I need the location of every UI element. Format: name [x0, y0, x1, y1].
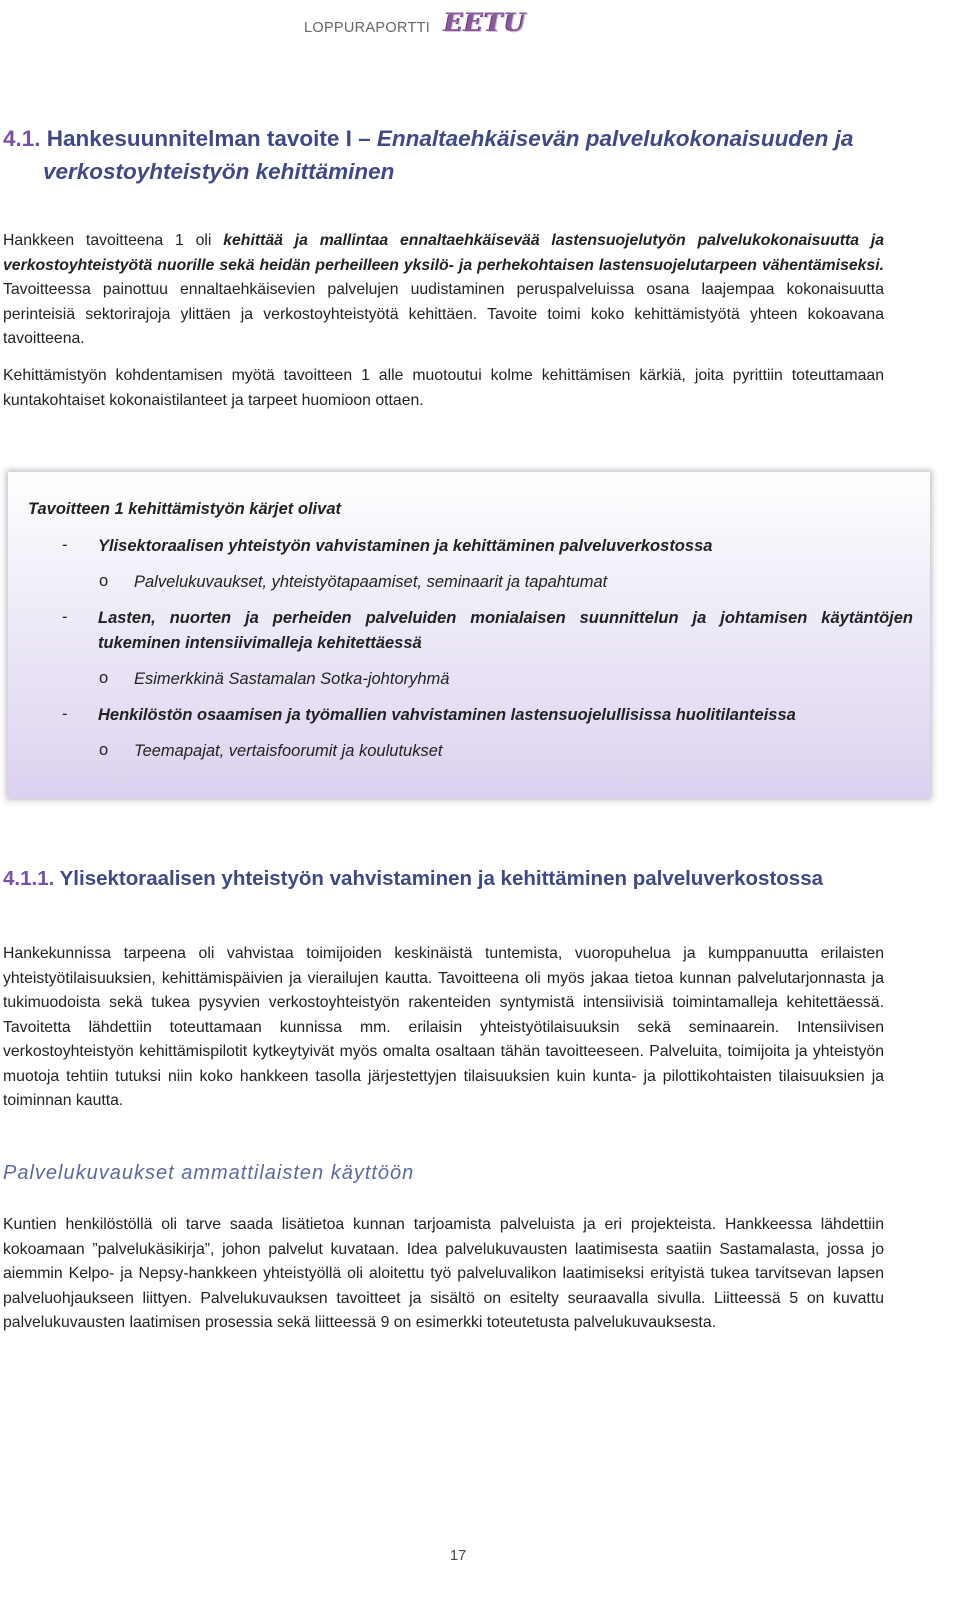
goal-sub-3: Teemapajat, vertaisfoorumit ja koulutukset [134, 742, 443, 760]
section-title-italic-1: Ennaltaehkäisevän palvelukokonaisuuden ja [376, 126, 854, 151]
paragraph-2: Kehittämistyön kohdentamisen myötä tavoitteen 1 alle muotoutui kolme kehittämisen kärkiä, joita pyrittiin toteuttamaan kuntakohtaiset kokonaistilanteet ja tarpeet huomioon ottaen. [3, 367, 884, 409]
section-title-italic-2: verkostoyhteistyön kehittäminen [43, 159, 395, 184]
circle-bullet: o [99, 741, 109, 759]
goal-item-3: Henkilöstön osaamisen ja työmallien vahvistaminen lastensuojelullisissa huolitilanteissa [98, 706, 796, 724]
goal-item-1: Ylisektoraalisen yhteistyön vahvistaminen ja kehittäminen palveluverkostossa [98, 537, 713, 555]
goal-sub-2: Esimerkkinä Sastamalan Sotka-johtoryhmä [134, 670, 450, 688]
page-number: 17 [450, 1548, 467, 1564]
para1-intro: Hankkeen tavoitteena 1 oli [3, 232, 212, 249]
section-title-plain: Hankesuunnitelman tavoite I – [46, 126, 371, 151]
goals-box [8, 472, 930, 798]
subheading-palvelukuvaukset: Palvelukuvaukset ammattilaisten käyttöön [3, 1162, 415, 1184]
section-number: 4.1. [3, 126, 41, 151]
subsection-number: 4.1.1. [3, 867, 55, 890]
circle-bullet: o [99, 669, 109, 687]
report-label: LOPPURAPORTTI [304, 19, 431, 36]
para1-rest: Tavoitteessa painottuu ennaltaehkäisevien palvelujen uudistaminen peruspalveluissa osana laajempaa kokonaisuutta perinteisiä sektorirajoja ylittäen ja verkostoyhteistyötä kehittäen. Tavoite toimi koko kehittämistyötä yhteen kokoavana tavoitteena. [3, 281, 884, 347]
dash-bullet: - [62, 608, 68, 626]
para1-emphasis: kehittää ja mallintaa ennaltaehkäisevää lastensuojelutyön palvelukokonaisuutta ja verkostoyhteistyötä nuorille sekä heidän perheilleen yksilö- ja perhekohtaisen lastensuojelutarpeen vähentämiseksi. [3, 232, 885, 274]
paragraph-1 [3, 229, 884, 352]
goal-item-2: Lasten, nuorten ja perheiden palveluiden monialaisen suunnittelun ja johtamisen käytäntöjen tukeminen intensiivimalleja kehitettäessä [98, 609, 913, 652]
section-heading [3, 122, 883, 188]
paragraph-4: Kuntien henkilöstöllä oli tarve saada lisätietoa kunnan tarjoamista palveluista ja eri projekteista. Hankkeessa lähdettiin kokoamaan ”palvelukäsikirja”, johon palvelut kuvataan. Idea palvelukuvausten laatimisesta saatiin Sastamalasta, jossa jo aiemmin Kelpo- ja Nepsy-hankkeen yhteistyöllä oli aloitettu työ palveluvalikon laatimiseksi erityistä tukea tarvitsevan lapsen palveluohjaukseen liittyen. Palvelukuvauksen tavoitteet ja sisältö on esitelty seuraavalla sivulla. Liitteessä 5 on kuvattu palvelukuvausten laatimisen prosessia sekä liitteessä 9 on esimerkki toteutetusta palvelukuvauksesta. [3, 1216, 884, 1331]
dash-bullet: - [62, 536, 68, 554]
goal-sub-1: Palvelukuvaukset, yhteistyötapaamiset, seminaarit ja tapahtumat [134, 573, 608, 591]
subsection-heading [3, 867, 823, 891]
subsection-title: Ylisektoraalisen yhteistyön vahvistaminen ja kehittäminen palveluverkostossa [59, 867, 823, 890]
circle-bullet: o [99, 572, 109, 590]
eetu-logo: EETU [444, 8, 527, 37]
dash-bullet: - [62, 705, 68, 723]
paragraph-3: Hankekunnissa tarpeena oli vahvistaa toimijoiden keskinäistä tuntemista, vuoropuhelua ja kumppanuutta erilaisten yhteistyötilaisuuksien, kehittämispäivien ja vierailujen kautta. Tavoitteena oli myös jakaa tietoa kunnan palvelutarjonnasta ja tukimuodoista sekä tukea pysyvien verkostoyhteistyön rakenteiden syntymistä intensiivisiä toimintamalleja kehitettäessä. Tavoitetta lähdettiin toteuttamaan kunnissa mm. erilaisin yhteistyötilaisuuksin sekä seminaarein. Intensiivisen verkostoyhteistyön kehittämispilotit kytkeytyivät myös omalta osaltaan tähän tavoitteeseen. Palveluita, toimijoita ja yhteistyön muotoja tehtiin tutuksi niin koko hankkeen tasolla järjestettyjen tilaisuuksien kuin kunta- ja pilottikohtaisten tilaisuuksien ja toiminnan kautta. [3, 945, 884, 1109]
page-header [304, 8, 527, 37]
goals-box-title: Tavoitteen 1 kehittämistyön kärjet olivat [28, 500, 341, 518]
